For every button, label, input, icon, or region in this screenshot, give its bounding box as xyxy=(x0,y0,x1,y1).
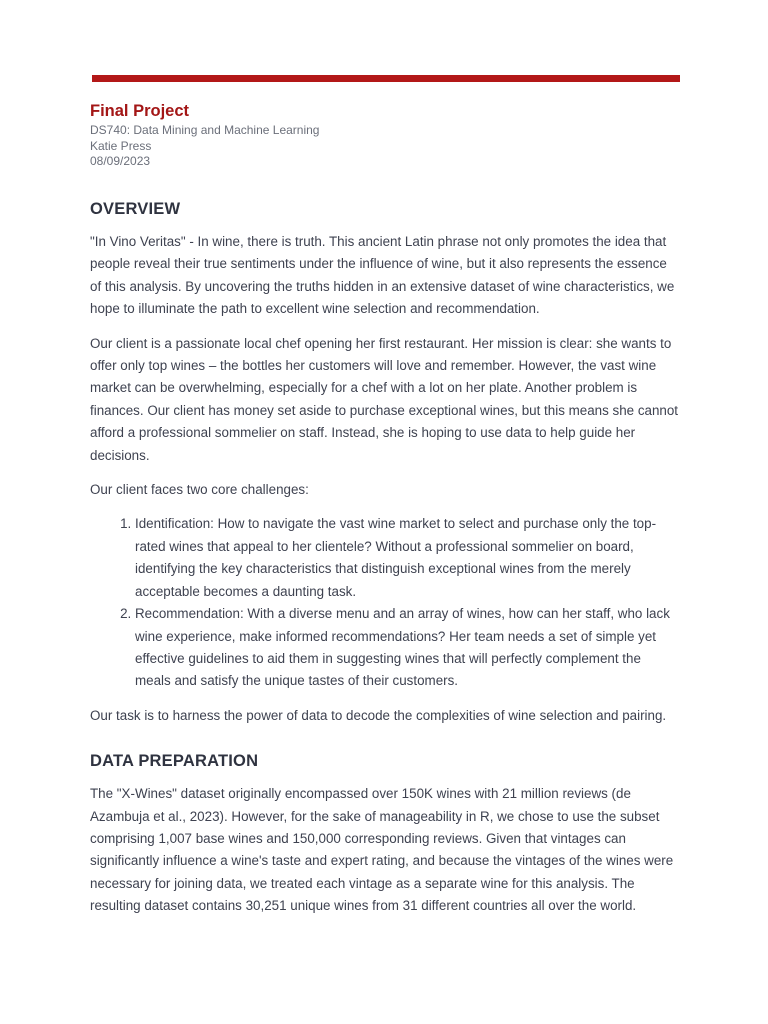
document-title: Final Project xyxy=(90,102,190,120)
overview-paragraph-client: Our client is a passionate local chef opening her first restaurant. Her mission is clear: she wants to offer only top wines – the bottles her customers will love and remember. However, the vast wine market can be overwhelming, especially for a chef with a lot on her plate. Another problem is finances. Our client has money set aside to purchase exceptional wines, but this means she cannot afford a professional sommelier on staff. Instead, she is hoping to use data to help guide her decisions. xyxy=(90,335,679,463)
data-preparation-section xyxy=(90,750,680,917)
data-preparation-paragraph: The "X-Wines" dataset originally encompassed over 150K wines with 21 million reviews (de Azambuja et al., 2023). However, for the sake of manageability in R, we chose to use the subset comprising 1,007 base wines and 150,000 corresponding reviews. Given that vintages can significantly influence a wine's taste and expert rating, and because the vintages of the wines were necessary for joining data, we treated each vintage as a separate wine for this analysis. The resulting dataset contains 30,251 unique wines from 31 different countries all over the world. xyxy=(90,786,674,914)
section-spacer xyxy=(90,739,680,750)
header-rule xyxy=(92,75,680,82)
challenge-item-identification: 1. Identification: How to navigate the vast wine market to select and purchase only the top-rated wines that appeal to her clientele? Without a professional sommelier on board, identifying the key characteristics that distinguish exceptional wines from the merely acceptable becomes a daunting task. xyxy=(135,513,680,603)
overview-paragraph-closing: Our task is to harness the power of data to decode the complexities of wine selection and pairing. xyxy=(90,707,667,723)
document-header xyxy=(90,101,680,170)
overview-heading: OVERVIEW xyxy=(90,200,181,218)
author-name: Katie Press xyxy=(90,138,152,153)
overview-paragraph-challenges-lead: Our client faces two core challenges: xyxy=(90,482,309,498)
document-body xyxy=(90,198,680,930)
overview-paragraph-intro: "In Vino Veritas" - In wine, there is truth. This ancient Latin phrase not only promotes the idea that people reveal their true sentiments under the influence of wine, but it also represents the essence of this analysis. By uncovering the truths hidden in an extensive dataset of wine characteristics, we hope to illuminate the path to excellent wine selection and recommendation. xyxy=(90,234,675,317)
data-preparation-heading: DATA PREPARATION xyxy=(90,752,259,771)
challenge-item-recommendation: 2. Recommendation: With a diverse menu and an array of wines, how can her staff, who lack wine experience, make informed recommendations? Her team needs a set of simple yet effective guidelines to aid them in suggesting wines that will perfectly complement the meals and satisfy the unique tastes of their customers. xyxy=(135,603,680,693)
course-name: DS740: Data Mining and Machine Learning xyxy=(90,123,320,137)
overview-section xyxy=(90,198,680,727)
challenges-list xyxy=(90,513,680,692)
document-date: 08/09/2023 xyxy=(90,154,151,168)
